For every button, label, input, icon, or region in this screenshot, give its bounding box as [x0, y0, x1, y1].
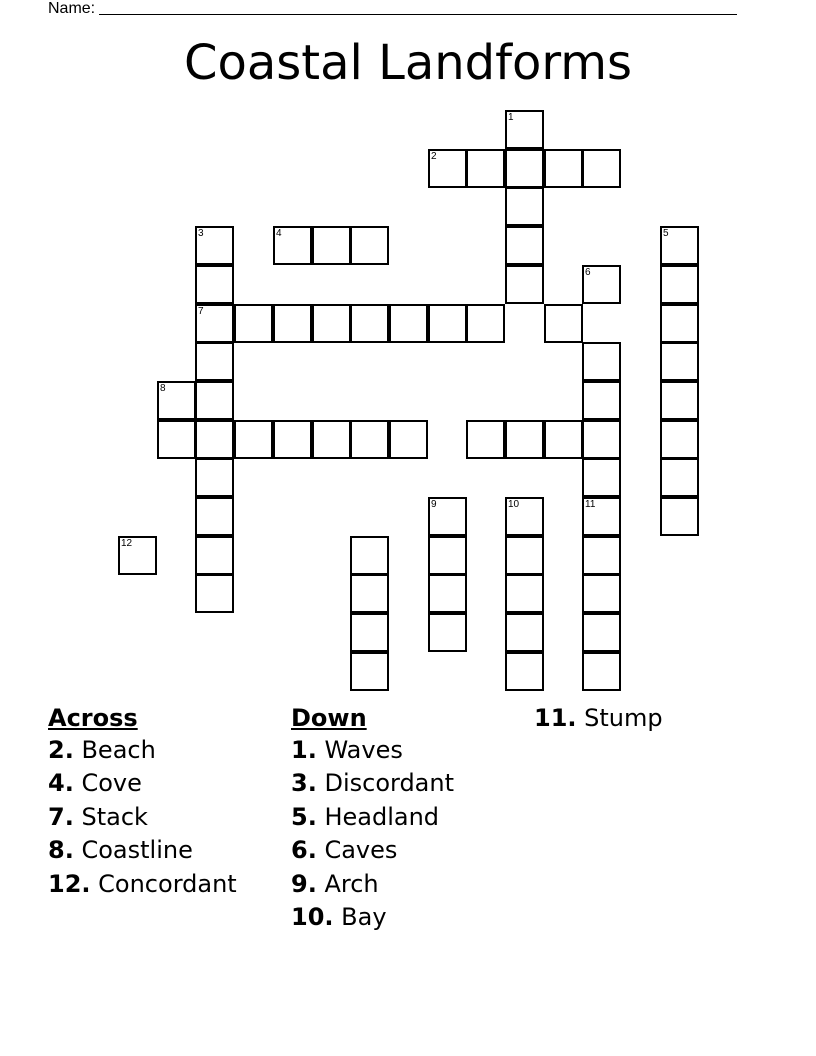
clue-number: 1.: [291, 736, 317, 764]
clue-text: Discordant: [324, 769, 455, 798]
clue-number: 9.: [291, 869, 317, 898]
grid-cell[interactable]: [428, 304, 467, 343]
clue-text: Arch: [324, 869, 379, 898]
clue-text: Stack: [81, 802, 148, 831]
grid-cell[interactable]: [582, 342, 621, 381]
clue-number: 8.: [48, 836, 74, 865]
clue-text: Caves: [324, 836, 398, 865]
down-heading: Down: [291, 704, 367, 732]
clue-text: Cove: [81, 769, 142, 798]
grid-cell[interactable]: [273, 226, 312, 265]
grid-cell[interactable]: [660, 304, 699, 343]
clue-text: Concordant: [98, 869, 237, 898]
clue-number-label: 9: [431, 499, 437, 510]
grid-cell[interactable]: [195, 458, 234, 497]
grid-cell[interactable]: [234, 420, 273, 459]
grid-cell[interactable]: [350, 574, 389, 613]
grid-cell[interactable]: [582, 149, 621, 188]
clue-across-4: [48, 767, 237, 800]
grid-cell[interactable]: [350, 420, 389, 459]
clue-number-label: 2: [431, 151, 437, 162]
clue-number: 10.: [291, 902, 334, 931]
grid-cell[interactable]: [157, 381, 196, 420]
grid-cell[interactable]: [312, 420, 351, 459]
clue-number: 12.: [48, 869, 91, 898]
clue-number: 3.: [291, 769, 317, 798]
down-clues-continued: [534, 702, 663, 734]
grid-cell[interactable]: [660, 458, 699, 497]
grid-cell[interactable]: [505, 110, 544, 149]
grid-cell[interactable]: [428, 613, 467, 652]
across-clues: [48, 702, 237, 901]
grid-cell[interactable]: [195, 304, 234, 343]
grid-cell[interactable]: [157, 420, 196, 459]
grid-cell[interactable]: [505, 187, 544, 226]
grid-cell[interactable]: [582, 652, 621, 691]
clue-number: 5.: [291, 802, 317, 831]
grid-cell[interactable]: [582, 381, 621, 420]
grid-cell[interactable]: [350, 536, 389, 575]
grid-cell[interactable]: [582, 536, 621, 575]
grid-cell[interactable]: [505, 613, 544, 652]
grid-cell[interactable]: [544, 304, 583, 343]
grid-cell[interactable]: [350, 652, 389, 691]
grid-cell[interactable]: [312, 226, 351, 265]
clue-number: 7.: [48, 802, 74, 831]
grid-cell[interactable]: [505, 226, 544, 265]
grid-cell[interactable]: [544, 420, 583, 459]
clue-down-1: [291, 734, 454, 767]
grid-cell[interactable]: [466, 304, 505, 343]
grid-cell[interactable]: [195, 342, 234, 381]
grid-cell[interactable]: [505, 149, 544, 188]
grid-cell[interactable]: [195, 265, 234, 304]
clue-number: 6.: [291, 836, 317, 865]
clue-number: 11.: [534, 704, 577, 732]
grid-cell[interactable]: [195, 381, 234, 420]
clue-number-label: 1: [508, 112, 514, 123]
grid-cell[interactable]: [505, 497, 544, 536]
clue-text: Coastline: [81, 836, 193, 865]
clue-number-label: 8: [160, 383, 166, 394]
grid-cell[interactable]: [582, 265, 621, 304]
grid-cell[interactable]: [195, 420, 234, 459]
clue-across-8: [48, 834, 237, 867]
clue-down-9: [291, 868, 454, 901]
grid-cell[interactable]: [428, 536, 467, 575]
grid-cell[interactable]: [582, 458, 621, 497]
clue-text: Beach: [81, 736, 156, 764]
clue-number-label: 3: [198, 228, 204, 239]
clue-down-10: [291, 901, 454, 934]
grid-cell[interactable]: [389, 304, 428, 343]
grid-cell[interactable]: [350, 613, 389, 652]
grid-cell[interactable]: [660, 381, 699, 420]
grid-cell[interactable]: [195, 226, 234, 265]
grid-cell[interactable]: [195, 536, 234, 575]
clue-across-2: [48, 734, 237, 767]
grid-cell[interactable]: [195, 497, 234, 536]
grid-cell[interactable]: [505, 536, 544, 575]
clue-down-6: [291, 834, 454, 867]
name-label: Name:: [48, 0, 96, 17]
grid-cell[interactable]: [389, 420, 428, 459]
grid-cell[interactable]: [273, 304, 312, 343]
grid-cell[interactable]: [582, 613, 621, 652]
grid-cell[interactable]: [582, 420, 621, 459]
grid-cell[interactable]: [350, 226, 389, 265]
clue-down-11: [534, 702, 663, 734]
grid-cell[interactable]: [544, 149, 583, 188]
clue-down-3: [291, 767, 454, 800]
grid-cell[interactable]: [660, 420, 699, 459]
grid-cell[interactable]: [466, 420, 505, 459]
grid-cell[interactable]: [660, 226, 699, 265]
clue-text: Headland: [324, 802, 440, 831]
clue-number-label: 7: [198, 306, 204, 317]
grid-cell[interactable]: [350, 304, 389, 343]
clue-across-12: [48, 868, 237, 901]
grid-cell[interactable]: [428, 497, 467, 536]
clue-number-label: 10: [508, 499, 520, 510]
grid-cell[interactable]: [428, 574, 467, 613]
clue-text: Stump: [584, 704, 663, 732]
grid-cell[interactable]: [505, 420, 544, 459]
clue-number: 4.: [48, 769, 74, 798]
clue-number-label: 6: [585, 267, 591, 278]
clue-number: 2.: [48, 736, 74, 764]
clue-down-5: [291, 801, 454, 834]
grid-cell[interactable]: [660, 497, 699, 536]
clue-number-label: 5: [663, 228, 669, 239]
grid-cell[interactable]: [505, 265, 544, 304]
down-clues: [291, 702, 454, 934]
clue-text: Waves: [324, 736, 403, 764]
clue-across-7: [48, 801, 237, 834]
grid-cell[interactable]: [660, 342, 699, 381]
grid-cell[interactable]: [234, 304, 273, 343]
grid-cell[interactable]: [466, 149, 505, 188]
grid-cell[interactable]: [118, 536, 157, 575]
grid-cell[interactable]: [582, 574, 621, 613]
grid-cell[interactable]: [505, 652, 544, 691]
grid-cell[interactable]: [195, 574, 234, 613]
grid-cell[interactable]: [660, 265, 699, 304]
grid-cell[interactable]: [273, 420, 312, 459]
across-heading: Across: [48, 704, 138, 732]
grid-cell[interactable]: [505, 574, 544, 613]
clue-number-label: 4: [276, 228, 282, 239]
clue-number-label: 11: [585, 499, 596, 510]
clue-text: Bay: [341, 902, 387, 931]
grid-cell[interactable]: [312, 304, 351, 343]
grid-cell[interactable]: [582, 497, 621, 536]
puzzle-title: Coastal Landforms: [183, 35, 633, 91]
grid-cell[interactable]: [428, 149, 467, 188]
clue-number-label: 12: [121, 538, 133, 549]
